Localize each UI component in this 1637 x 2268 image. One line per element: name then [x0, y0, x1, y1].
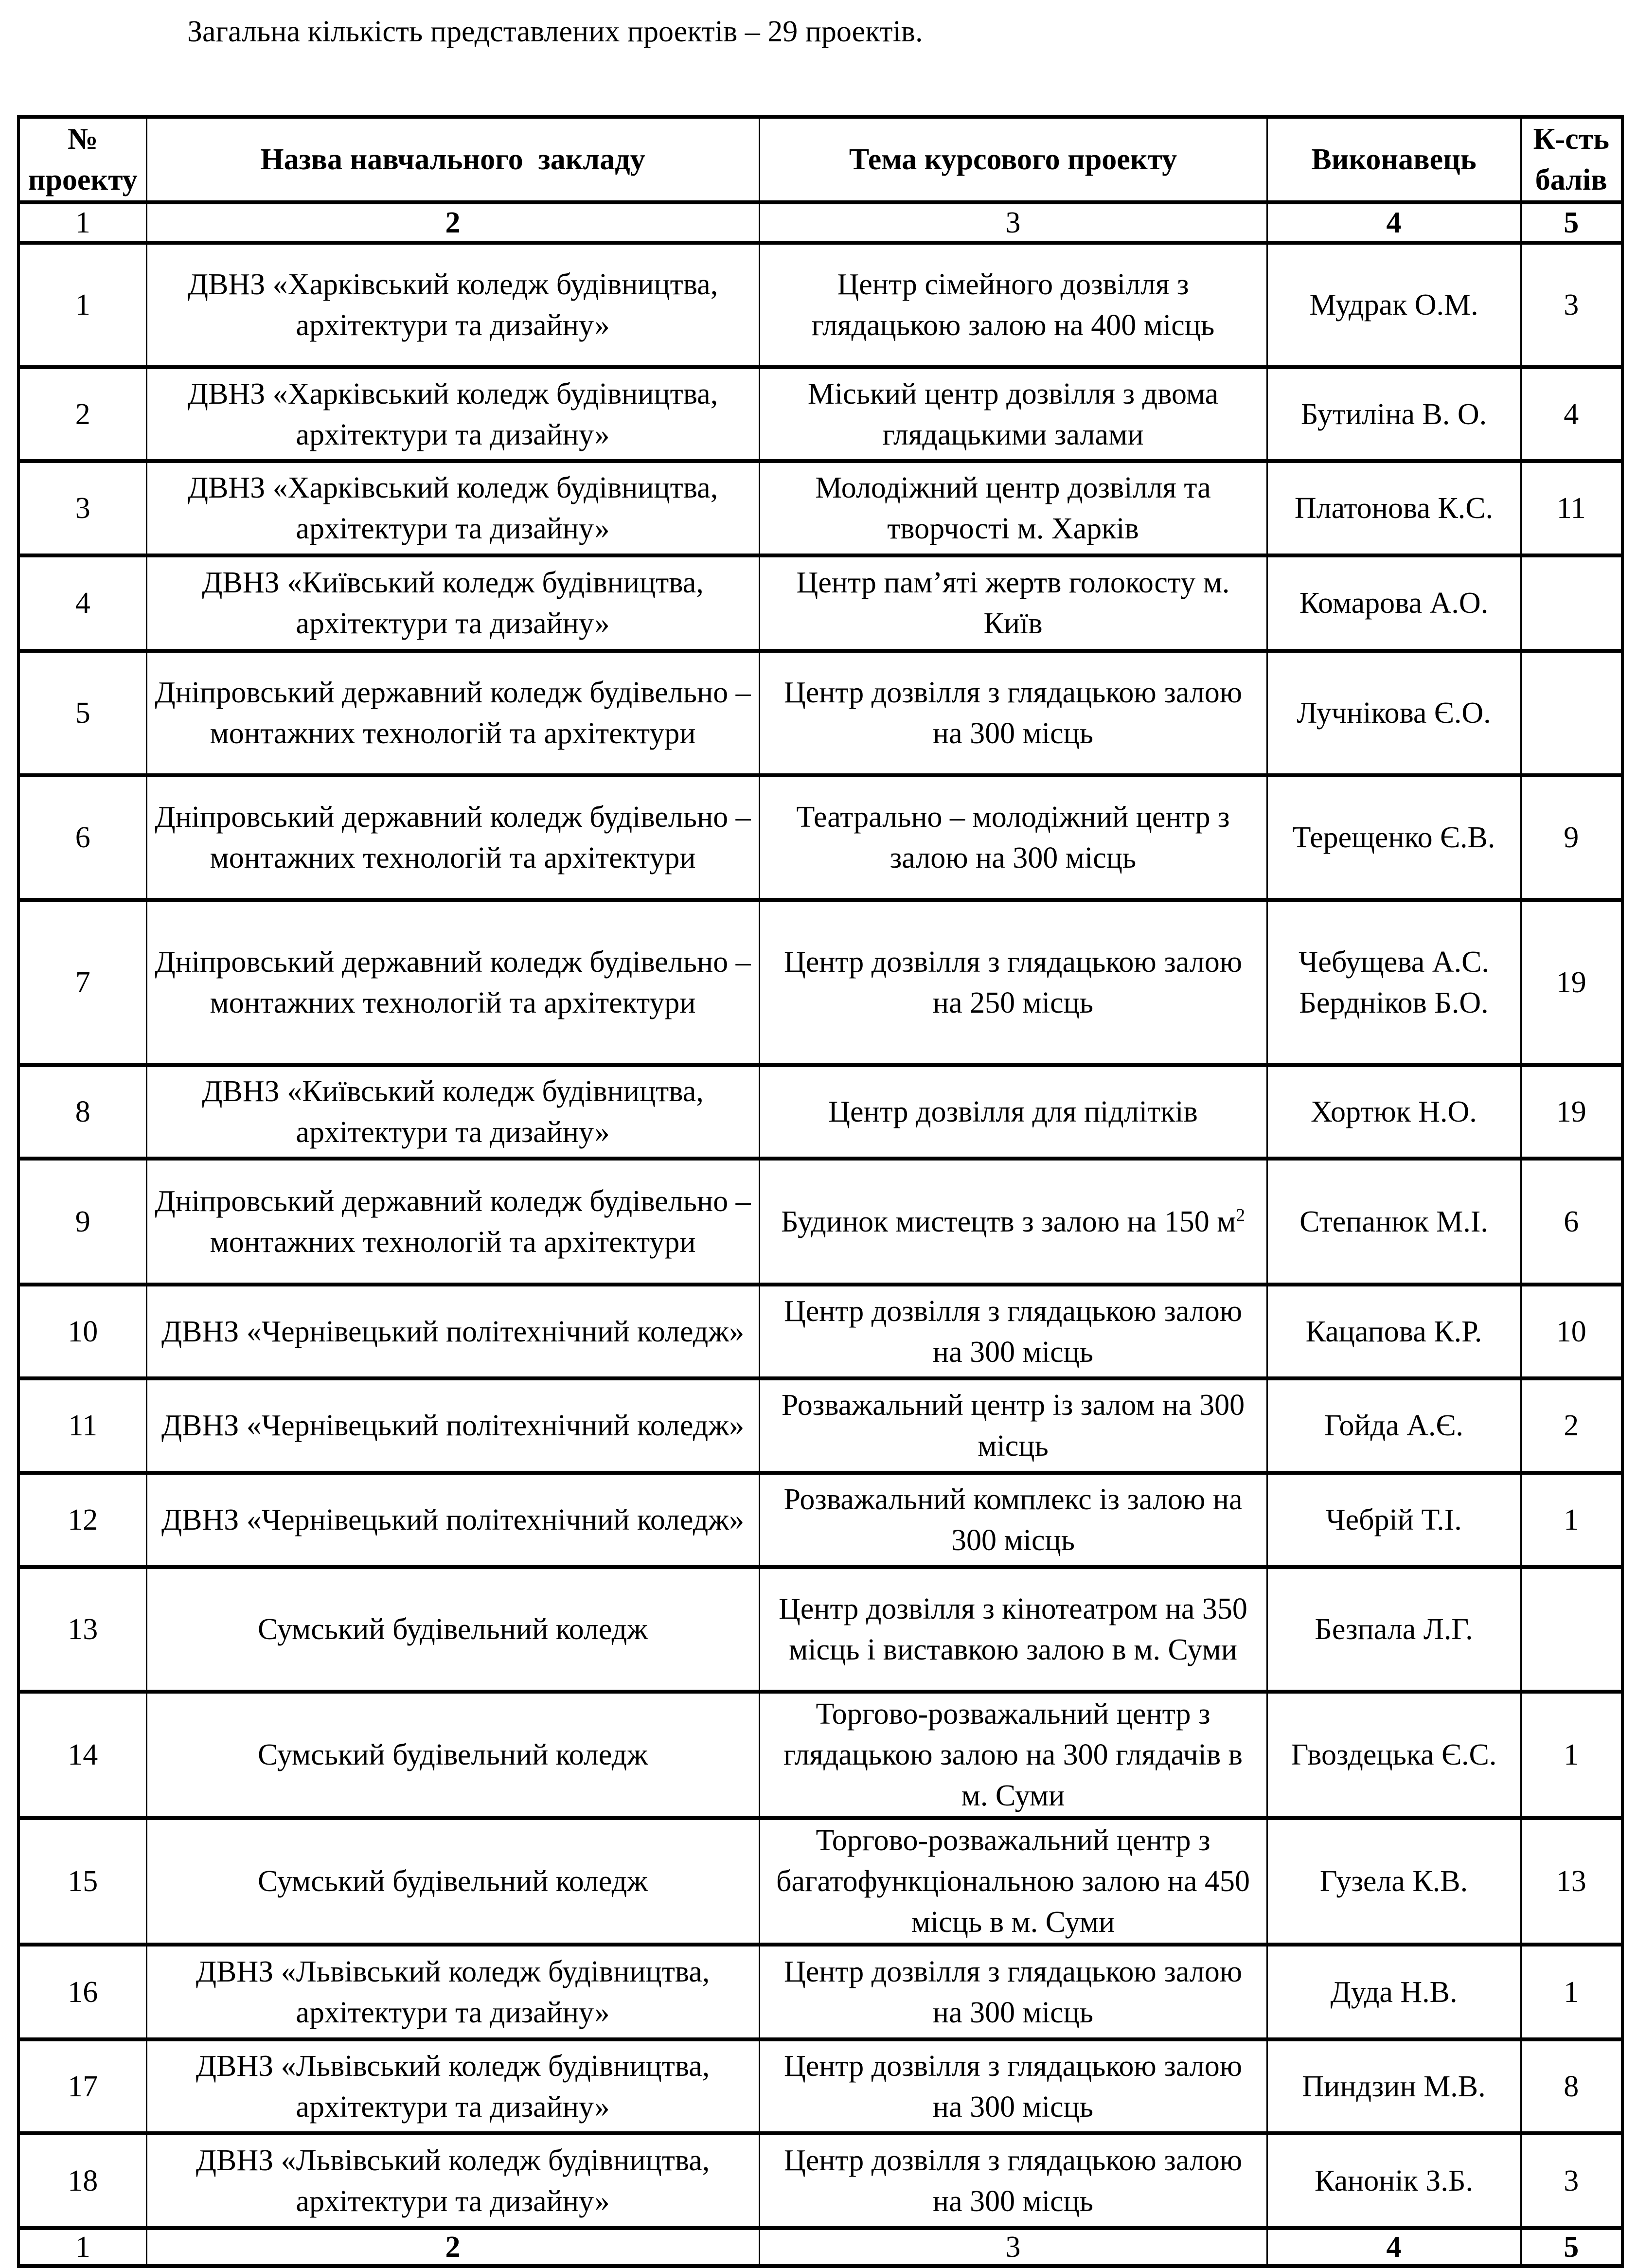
author-cell: Дуда Н.В. [1267, 1945, 1521, 2039]
header-number-sign: № [68, 123, 98, 156]
project-number-cell: 6 [18, 775, 146, 900]
score-cell: 1 [1521, 1473, 1622, 1567]
project-number-cell: 8 [18, 1065, 146, 1159]
topic-cell: Розважальний центр із залом на 300 місць [759, 1378, 1267, 1473]
table-row [18, 1378, 1622, 1473]
institution-cell: ДВНЗ «Київський коледж будівництва, архітектури та дизайну» [146, 555, 759, 651]
author-cell: Терещенко Є.В. [1267, 775, 1521, 900]
score-cell: 3 [1521, 2133, 1622, 2228]
topic-cell: Міський центр дозвілля з двома глядацькими залами [759, 367, 1267, 461]
table-row [18, 1285, 1622, 1378]
header-row [18, 117, 1622, 202]
table-row [18, 651, 1622, 775]
institution-cell: Дніпровський державний коледж будівельно – монтажних технологій та архітектури [146, 1159, 759, 1285]
table-row [18, 900, 1622, 1065]
project-number-cell: 9 [18, 1159, 146, 1285]
score-cell: 3 [1521, 243, 1622, 367]
header-score-line1: К-сть [1533, 123, 1609, 156]
institution-cell: Дніпровський державний коледж будівельно – монтажних технологій та архітектури [146, 775, 759, 900]
author-cell: Кацапова К.Р. [1267, 1285, 1521, 1378]
institution-cell: ДВНЗ «Львівський коледж будівництва, архітектури та дизайну» [146, 2133, 759, 2228]
score-cell: 1 [1521, 1945, 1622, 2039]
institution-cell: Дніпровський державний коледж будівельно – монтажних технологій та архітектури [146, 900, 759, 1065]
score-cell: 8 [1521, 2039, 1622, 2133]
topic-cell: Центр дозвілля з глядацькою залою на 300 місць [759, 2133, 1267, 2228]
institution-cell: ДВНЗ «Львівський коледж будівництва, архітектури та дизайну» [146, 2039, 759, 2133]
author-cell: Канонік З.Б. [1267, 2133, 1521, 2228]
score-cell: 9 [1521, 775, 1622, 900]
project-number-cell: 15 [18, 1818, 146, 1945]
score-cell: 6 [1521, 1159, 1622, 1285]
projects-table [17, 115, 1624, 2268]
score-cell: 13 [1521, 1818, 1622, 1945]
column-index-1: 1 [18, 202, 146, 243]
page-title: Загальна кількість представлених проектів – 29 проектів. [187, 15, 923, 48]
topic-cell: Центр дозвілля з глядацькою залою на 300 місць [759, 651, 1267, 775]
author-cell: Степанюк М.І. [1267, 1159, 1521, 1285]
header-project-word: проекту [28, 163, 138, 196]
score-cell: 11 [1521, 461, 1622, 555]
project-number-cell: 2 [18, 367, 146, 461]
column-index-4: 4 [1267, 202, 1521, 243]
table-row [18, 555, 1622, 651]
topic-cell: Центр пам’яті жертв голокосту м. Київ [759, 555, 1267, 651]
institution-cell: Сумський будівельний коледж [146, 1818, 759, 1945]
author-cell: Бутиліна В. О. [1267, 367, 1521, 461]
institution-cell: ДВНЗ «Чернівецький політехнічний коледж» [146, 1285, 759, 1378]
table-row [18, 1567, 1622, 1692]
author-cell: Хортюк Н.О. [1267, 1065, 1521, 1159]
column-index-3: 3 [759, 202, 1267, 243]
institution-cell: Сумський будівельний коледж [146, 1567, 759, 1692]
score-cell: 2 [1521, 1378, 1622, 1473]
header-score-line2: балів [1535, 163, 1607, 196]
column-index-5: 5 [1521, 2228, 1622, 2266]
topic-cell: Торгово-розважальний центр з глядацькою залою на 300 глядачів в м. Суми [759, 1692, 1267, 1818]
project-number-cell: 11 [18, 1378, 146, 1473]
project-number-cell: 10 [18, 1285, 146, 1378]
score-cell [1521, 555, 1622, 651]
table-row [18, 1159, 1622, 1285]
project-number-cell: 12 [18, 1473, 146, 1567]
header-project-number [18, 117, 146, 202]
table-row [18, 1692, 1622, 1818]
score-cell: 19 [1521, 900, 1622, 1065]
topic-cell: Центр дозвілля з глядацькою залою на 300 місць [759, 1285, 1267, 1378]
score-cell: 1 [1521, 1692, 1622, 1818]
header-institution: Назва навчального закладу [146, 117, 759, 202]
topic-cell: Центр дозвілля з кінотеатром на 350 місць і виставкою залою в м. Суми [759, 1567, 1267, 1692]
column-index-2: 2 [146, 2228, 759, 2266]
author-cell: Безпала Л.Г. [1267, 1567, 1521, 1692]
project-number-cell: 17 [18, 2039, 146, 2133]
institution-cell: ДВНЗ «Харківський коледж будівництва, архітектури та дизайну» [146, 461, 759, 555]
header-topic: Тема курсового проекту [759, 117, 1267, 202]
table-row [18, 1818, 1622, 1945]
author-cell: Мудрак О.М. [1267, 243, 1521, 367]
score-cell: 4 [1521, 367, 1622, 461]
topic-cell: Молодіжний центр дозвілля та творчості м. Харків [759, 461, 1267, 555]
institution-cell: ДВНЗ «Чернівецький політехнічний коледж» [146, 1378, 759, 1473]
header-author: Виконавець [1267, 117, 1521, 202]
project-number-cell: 18 [18, 2133, 146, 2228]
column-index-4: 4 [1267, 2228, 1521, 2266]
topic-cell: Центр дозвілля з глядацькою залою на 300 місць [759, 2039, 1267, 2133]
project-number-cell: 3 [18, 461, 146, 555]
author-cell: Гвоздецька Є.С. [1267, 1692, 1521, 1818]
author-cell: Платонова К.С. [1267, 461, 1521, 555]
institution-cell: Дніпровський державний коледж будівельно – монтажних технологій та архітектури [146, 651, 759, 775]
table-row [18, 775, 1622, 900]
institution-cell: ДВНЗ «Харківський коледж будівництва, архітектури та дизайну» [146, 367, 759, 461]
topic-cell: Торгово-розважальний центр з багатофункціональною залою на 450 місць в м. Суми [759, 1818, 1267, 1945]
table-row [18, 2133, 1622, 2228]
topic-cell: Центр дозвілля для підлітків [759, 1065, 1267, 1159]
projects-table-body [18, 243, 1622, 2228]
project-number-cell: 14 [18, 1692, 146, 1818]
table-row [18, 2039, 1622, 2133]
column-index-2: 2 [146, 202, 759, 243]
author-cell: Чебрій Т.І. [1267, 1473, 1521, 1567]
table-row [18, 1473, 1622, 1567]
topic-cell: Будинок мистецтв з залою на 150 $м^2$ [759, 1159, 1267, 1285]
project-number-cell: 4 [18, 555, 146, 651]
topic-cell: Центр сімейного дозвілля з глядацькою залою на 400 місць [759, 243, 1267, 367]
table-row [18, 243, 1622, 367]
institution-cell: ДВНЗ «Київський коледж будівництва, архітектури та дизайну» [146, 1065, 759, 1159]
author-cell: Гузела К.В. [1267, 1818, 1521, 1945]
project-number-cell: 13 [18, 1567, 146, 1692]
author-cell: Чебущева А.С. Бердніков Б.О. [1267, 900, 1521, 1065]
header-score [1521, 117, 1622, 202]
institution-cell: ДВНЗ «Чернівецький політехнічний коледж» [146, 1473, 759, 1567]
table-row [18, 367, 1622, 461]
score-cell: 10 [1521, 1285, 1622, 1378]
column-index-row [18, 202, 1622, 243]
table-row [18, 461, 1622, 555]
column-index-row-footer [18, 2228, 1622, 2266]
project-number-cell: 5 [18, 651, 146, 775]
column-index-3: 3 [759, 2228, 1267, 2266]
topic-cell: Центр дозвілля з глядацькою залою на 250 місць [759, 900, 1267, 1065]
author-cell: Лучнікова Є.О. [1267, 651, 1521, 775]
project-number-cell: 7 [18, 900, 146, 1065]
topic-cell: Центр дозвілля з глядацькою залою на 300 місць [759, 1945, 1267, 2039]
score-cell [1521, 1567, 1622, 1692]
column-index-5: 5 [1521, 202, 1622, 243]
score-cell [1521, 651, 1622, 775]
institution-cell: ДВНЗ «Львівський коледж будівництва, архітектури та дизайну» [146, 1945, 759, 2039]
author-cell: Комарова А.О. [1267, 555, 1521, 651]
project-number-cell: 1 [18, 243, 146, 367]
author-cell: Гойда А.Є. [1267, 1378, 1521, 1473]
table-row [18, 1945, 1622, 2039]
superscript: 2 [1236, 1205, 1246, 1225]
topic-cell: Розважальний комплекс із залою на 300 місць [759, 1473, 1267, 1567]
topic-cell: Театрально – молодіжний центр з залою на 300 місць [759, 775, 1267, 900]
table-row [18, 1065, 1622, 1159]
project-number-cell: 16 [18, 1945, 146, 2039]
score-cell: 19 [1521, 1065, 1622, 1159]
column-index-1: 1 [18, 2228, 146, 2266]
author-cell: Пиндзин М.В. [1267, 2039, 1521, 2133]
institution-cell: ДВНЗ «Харківський коледж будівництва, архітектури та дизайну» [146, 243, 759, 367]
institution-cell: Сумський будівельний коледж [146, 1692, 759, 1818]
